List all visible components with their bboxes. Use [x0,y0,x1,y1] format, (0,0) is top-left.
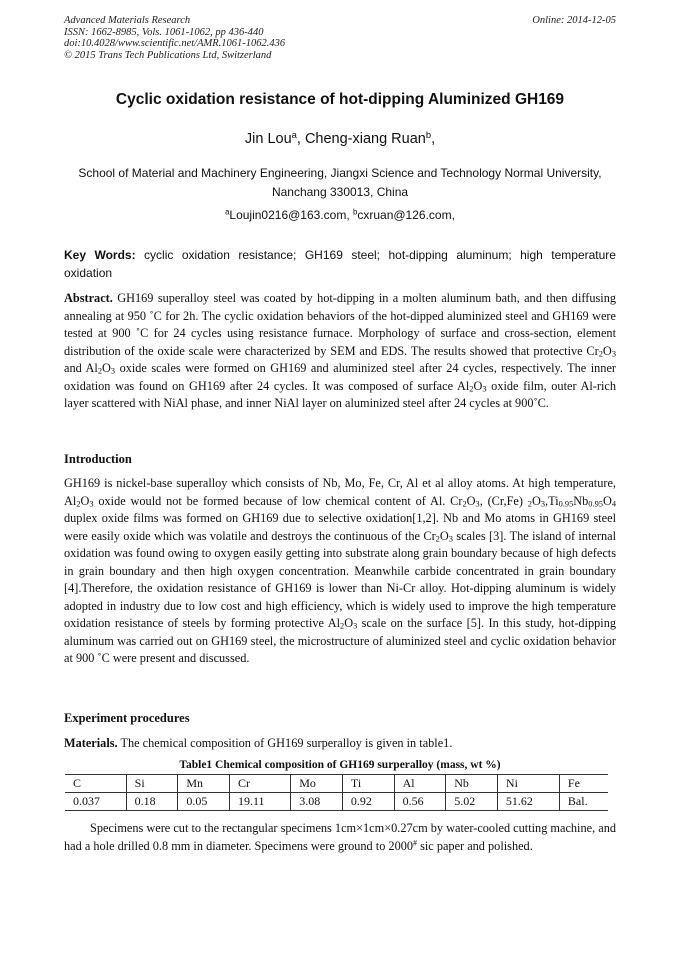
online-date: Online: 2014-12-05 [532,15,616,26]
abstract-text: O [602,343,612,358]
intro-text: O [602,493,612,508]
subscript: 3 [89,499,94,509]
table-header-cell: C [65,775,126,793]
materials-paragraph [64,735,616,753]
author-affil-mark: b [425,128,432,140]
journal-header [64,15,616,61]
email-address: cxruan@126.com, [357,208,455,222]
table-header-cell: Fe [559,775,608,793]
affiliation-line: School of Material and Machinery Engineering, Jiangxi Science and Technology Normal University, [78,166,602,180]
table-cell: 0.92 [342,793,394,811]
abstract-text: oxide film, outer Al-rich layer scattered with NiAl phase, and inner NiAl layer on aluminized steel after 24 cycles at 900˚C. [64,378,617,410]
journal-copyright: © 2015 Trans Tech Publications Ltd, Switzerland [64,49,272,61]
intro-text: O [80,493,90,508]
subscript: 3 [110,366,116,376]
author-trailing: , [431,131,436,147]
table-cell: Bal. [559,793,608,811]
author-name: Jin Lou [244,131,292,147]
materials-text: The chemical composition of GH169 surperalloy is given in table1. [117,736,453,750]
subscript: 2 [462,499,467,509]
subscript: 2 [527,499,532,509]
table-header-row [65,775,608,793]
intro-text: Nb [573,493,589,508]
abstract-text: O [473,378,483,393]
specimens-text: sic paper and polished. [417,838,533,853]
grit-mark: # [413,838,418,848]
intro-text: O [466,493,476,508]
table-caption: Table1 Chemical composition of GH169 surperalloy (mass, wt %) [179,759,501,771]
journal-doi: doi:10.4028/www.scientific.net/AMR.1061-1062.436 [64,38,286,50]
keywords-text: cyclic oxidation resistance; GH169 steel; hot-dipping aluminum; high temperature oxidation [64,248,616,280]
subscript: 0.95 [588,499,603,509]
subscript: 4 [611,499,617,509]
subscript: 2 [97,366,103,376]
table-header-cell: Si [126,775,178,793]
table-cell: 5.02 [446,793,498,811]
table-header-cell: Al [394,775,446,793]
abstract-text: O [102,361,111,375]
intro-text: GH169 is nickel-base superalloy which consists of Nb, Mo, Fe, Cr, Al et al alloy atoms. At high temperature, Al [64,476,616,508]
section-heading-introduction: Introduction [64,452,132,466]
subscript: 0.95 [558,499,574,509]
intro-text: O [344,616,354,630]
subscript: 2 [340,621,345,631]
abstract-label: Abstract. [64,291,113,305]
introduction-paragraph [64,475,616,668]
email-address: Loujin0216@163.com, [229,208,354,222]
author-name: Cheng-xiang Ruan [304,131,426,147]
intro-text: oxide would not be formed because of low chemical content of Al. Cr [93,493,463,508]
table-cell: 3.08 [291,793,343,811]
subscript: 3 [611,349,616,359]
subscript: 3 [448,534,453,544]
paper-title: Cyclic oxidation resistance of hot-dipping Aluminized GH169 [115,91,565,108]
affiliation [64,164,616,202]
subscript: 2 [435,534,440,544]
table-cell: 51.62 [497,793,559,811]
subscript: 3 [475,499,480,509]
subscript: 3 [353,621,358,631]
intro-text: , (Cr,Fe) [479,493,528,508]
author-list [64,128,616,147]
email-mark: b [353,207,358,217]
table-header-cell: Mo [291,775,343,793]
table-cell: 19.11 [229,793,290,811]
materials-label: Materials. [64,736,118,750]
journal-issn: ISSN: 1662-8985, Vols. 1061-1062, pp 436-440 [64,26,264,38]
subscript: 3 [540,499,546,509]
table-row [65,793,608,811]
table-cell: 0.05 [178,793,230,811]
table-header-cell: Cr [229,775,290,793]
abstract [64,290,616,413]
subscript: 2 [469,384,474,394]
subscript: 3 [482,384,487,394]
author-separator: , [296,131,305,147]
specimens-text: Specimens were cut to the rectangular specimens 1cm×1cm×0.27cm by water-cooled cutting machine, and had a hole drilled 0.8 mm in diameter. Specimens were ground to 2000 [64,821,616,853]
keywords [64,247,616,282]
subscript: 2 [598,349,603,359]
keywords-label: Key Words: [64,248,136,262]
intro-text: scale on the surface [5]. In this study, hot-dipping aluminum was carried out on GH169 steel, the microstructure of aluminized steel and cyclic oxidation behavior at 900 ˚C were present and discussed. [64,616,616,665]
affiliation-line: Nanchang 330013, China [271,185,409,199]
table-cell: 0.56 [394,793,446,811]
intro-text: ,Ti [545,493,559,508]
table-cell: 0.18 [126,793,178,811]
abstract-text: and Al [64,361,98,375]
abstract-text: GH169 superalloy steel was coated by hot-dipping in a molten aluminum bath, and then diffusing annealing at 950 ˚C for 2h. The cyclic oxidation behaviors of the hot-dipped aluminized steel and GH169 were tested at 900 ˚C for 24 cycles using resistance furnace. Morphology of surface and cross-section, element distribution of the oxide scale were characterized by SEM and EDS. The results showed that protective Cr [64,291,616,358]
table-header-cell: Ni [497,775,559,793]
section-heading-experiment: Experiment procedures [64,711,190,725]
specimens-paragraph [64,820,616,855]
table-header-cell: Nb [446,775,498,793]
table-cell: 0.037 [65,793,126,811]
author-affil-mark: a [291,128,297,140]
table-header-cell: Mn [178,775,230,793]
intro-text: O [439,528,449,543]
intro-text: scales [3]. The island of internal oxidation was found owing to oxygen easily getting into substrate along grain boundary because of high defects in grain boundary and then high oxygen concentration. Meanwhile carbide concentrated in grain boundary [4].Therefore, the oxidation resistance of GH169 is lower than Ni-Cr alloy. Hot-dipping aluminum is widely adopted in industry due to low cost and high efficiency, which is widely used to improve the high temperature oxidation resistance of steels by forming protective Al [64,528,616,630]
author-emails [64,208,616,222]
email-mark: a [225,207,230,217]
subscript: 2 [76,499,81,509]
table-header-cell: Ti [342,775,394,793]
intro-text: duplex oxide films was formed on GH169 due to selective oxidation[1,2]. Nb and Mo atoms in GH169 steel were easily oxide which was volatile and destroys the continuous of the Cr [64,511,616,543]
journal-name: Advanced Materials Research [64,15,191,26]
composition-table [65,774,608,811]
intro-text: O [531,493,541,508]
abstract-text: oxide scales were formed on GH169 and aluminized steel after 24 cycles, respectively. The inner oxidation was found on GH169 after 24 cycles. It was composed of surface Al [64,361,616,393]
